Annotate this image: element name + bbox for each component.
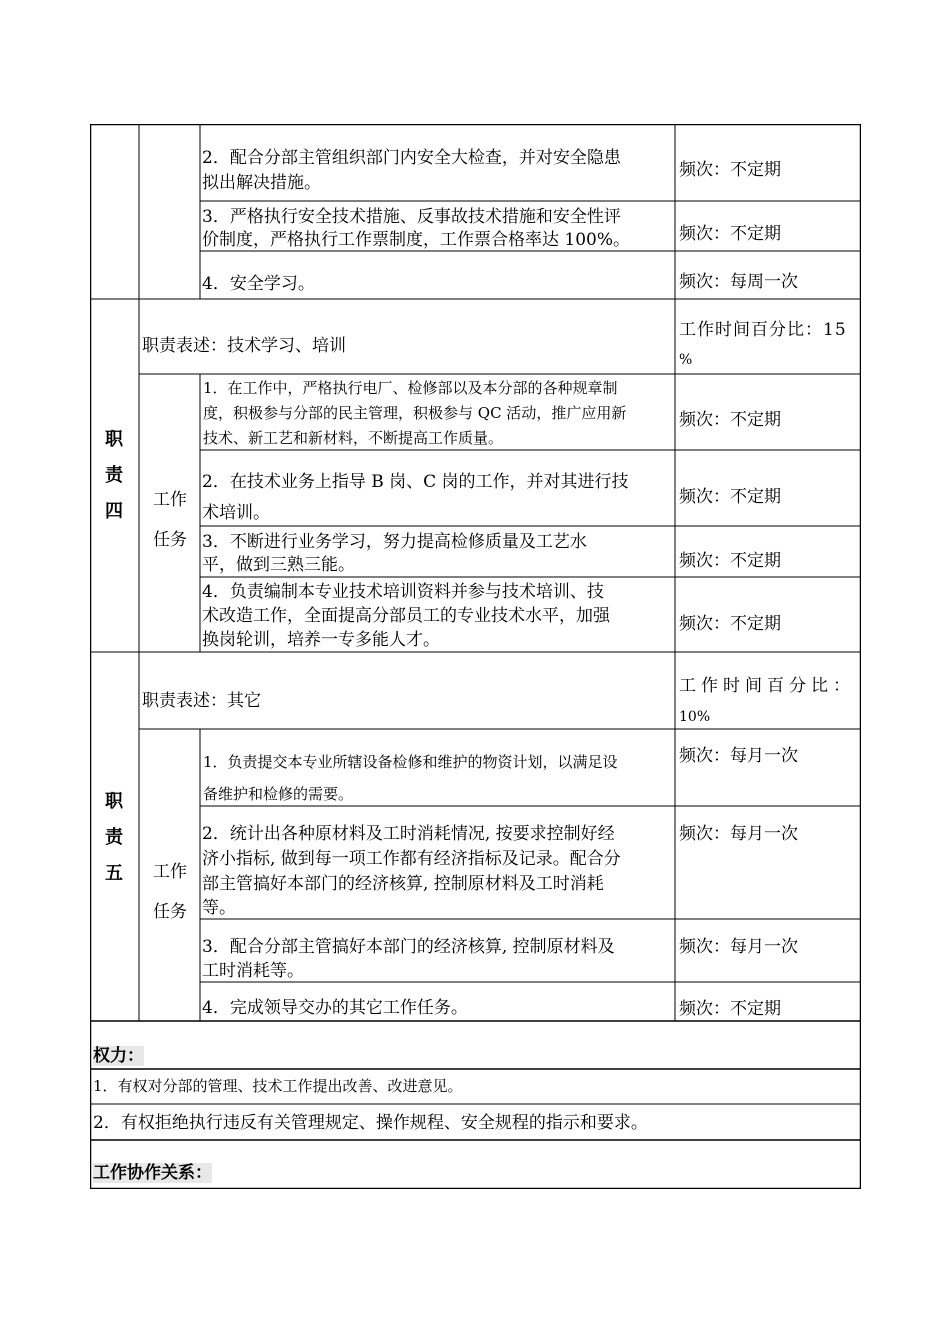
task-frequency: 频次：每月一次 [679,824,798,844]
authority-item: 2．有权拒绝执行违反有关管理规定、操作规程、安全规程的指示和要求。 [93,1113,648,1133]
task-text: 技术、新工艺和新材料，不断提高工作质量。 [203,429,504,447]
task-text: 2．配合分部主管组织部门内安全大检查，并对安全隐患 [202,148,621,168]
task-text: 3．配合分部主管搞好本部门的经济核算, 控制原材料及 [202,937,615,957]
duty-4-description: 职责表述：技术学习、培训 [142,336,346,356]
duty-4-label: 职 责 四 [105,429,123,522]
task-text: 术改造工作，全面提高分部员工的专业技术水平，加强 [202,606,610,626]
duty-4-task-label: 工作 任务 [153,490,187,550]
task-frequency: 频次：每周一次 [679,272,798,292]
duty-5-percent-value: 10% [679,709,711,725]
authority-item: 1．有权对分部的管理、技术工作提出改善、改进意见。 [93,1077,463,1095]
task-text: 拟出解决措施。 [202,173,321,193]
duty-4-percent: 工作时间百分比：15 [679,320,847,340]
task-text: 度，积极参与分部的民主管理，积极参与 QC 活动，推广应用新 [203,404,627,422]
task-frequency: 频次：不定期 [679,999,781,1019]
task-frequency: 频次：不定期 [679,487,781,507]
task-text: 部主管搞好本部门的经济核算, 控制原材料及工时消耗 [202,874,604,894]
task-text: 4．完成领导交办的其它工作任务。 [202,998,468,1018]
task-text: 术培训。 [202,503,270,523]
task-text: 4．安全学习。 [202,274,315,294]
duty-5-percent: 工作时间百分比： [679,676,855,696]
task-frequency: 频次：不定期 [679,160,781,180]
task-text: 平，做到三熟三能。 [202,555,355,575]
task-frequency: 频次：每月一次 [679,746,798,766]
task-text: 等。 [202,898,236,918]
authority-heading: 权力： [93,1046,144,1066]
task-text: 备维护和检修的需要。 [203,785,354,803]
task-text: 2．在技术业务上指导 B 岗、C 岗的工作，并对其进行技 [202,472,629,492]
task-text: 4．负责编制本专业技术培训资料并参与技术培训、技 [202,582,604,602]
task-text: 3．严格执行安全技术措施、反事故技术措施和安全性评 [202,207,621,227]
task-text: 3．不断进行业务学习，努力提高检修质量及工艺水 [202,532,587,552]
task-frequency: 频次：不定期 [679,551,781,571]
task-frequency: 频次：不定期 [679,614,781,634]
task-frequency: 频次：不定期 [679,410,781,430]
duty-5-description: 职责表述：其它 [142,691,261,711]
duty-5-label: 职 责 五 [105,791,123,884]
duty-5-task-label: 工作 任务 [153,862,187,922]
task-frequency: 频次：不定期 [679,224,781,244]
task-text: 济小指标, 做到每一项工作都有经济指标及记录。配合分 [202,849,621,869]
job-description-table [90,124,861,1189]
task-text: 1．负责提交本专业所辖设备检修和维护的物资计划，以满足设 [203,753,618,771]
cooperation-heading: 工作协作关系： [93,1163,212,1183]
task-text: 价制度，严格执行工作票制度，工作票合格率达 100%。 [202,230,631,250]
task-text: 工时消耗等。 [202,961,304,981]
task-text: 2．统计出各种原材料及工时消耗情况, 按要求控制好经 [202,824,615,844]
task-text: 换岗轮训，培养一专多能人才。 [202,630,440,650]
duty-4-percent-sign: % [679,352,693,368]
task-text: 1．在工作中，严格执行电厂、检修部以及本分部的各种规章制 [203,379,618,397]
task-frequency: 频次：每月一次 [679,937,798,957]
